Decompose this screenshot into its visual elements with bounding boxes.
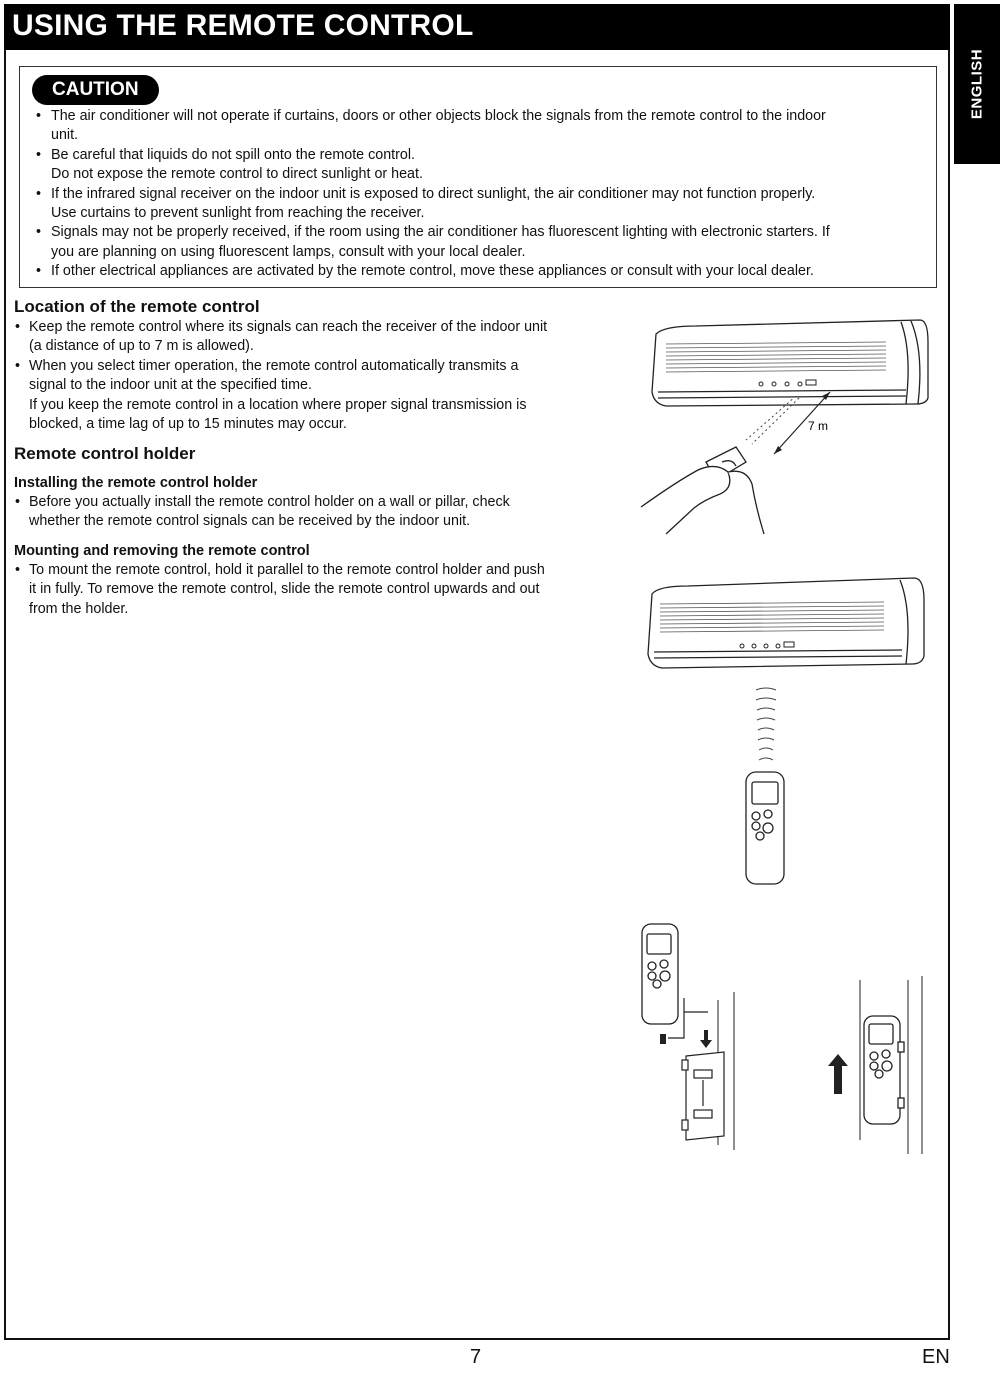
caution-list	[34, 107, 914, 282]
page-title: USING THE REMOTE CONTROL	[12, 9, 474, 42]
location-line: (a distance of up to 7 m is allowed).	[29, 338, 254, 355]
location-line: • When you select timer operation, the remote control automatically transmits a	[29, 357, 519, 374]
mount-heading: Mounting and removing the remote control	[14, 542, 310, 559]
indoor-unit-distance-illustration	[636, 312, 936, 540]
mount-item	[14, 561, 604, 619]
holder-section	[14, 443, 604, 619]
language-tab-label: ENGLISH	[968, 48, 986, 120]
location-line: • Keep the remote control where its signals can reach the receiver of the indoor unit	[29, 319, 548, 335]
caution-line: • Be careful that liquids do not spill onto the remote control.	[51, 146, 415, 163]
install-item	[14, 493, 604, 532]
location-section	[14, 296, 604, 434]
caution-line: • The air conditioner will not operate if curtains, doors or other objects block the signals from the remote control to the indoor	[51, 108, 826, 124]
caution-box	[19, 66, 937, 288]
caution-line: Use curtains to prevent sunlight from reaching the receiver.	[51, 205, 425, 222]
location-line: blocked, a time lag of up to 15 minutes may occur.	[29, 416, 347, 433]
page-title-bar	[4, 4, 950, 50]
language-code: EN	[922, 1346, 950, 1368]
install-line: whether the remote control signals can be received by the indoor unit.	[29, 513, 471, 530]
caution-item	[34, 185, 914, 224]
install-list	[14, 493, 604, 532]
caution-line: you are planning on using fluorescent lamps, consult with your local dealer.	[51, 243, 526, 260]
caution-item	[34, 146, 914, 185]
caution-line: • If the infrared signal receiver on the indoor unit is exposed to direct sunlight, the air conditioner may not function properly.	[51, 185, 816, 202]
holder-mounting-illustration	[638, 920, 934, 1156]
caution-line: unit.	[51, 127, 79, 144]
mount-line: from the holder.	[29, 600, 129, 617]
caution-line: Do not expose the remote control to direct sunlight or heat.	[51, 166, 423, 183]
caution-badge: CAUTION	[32, 75, 159, 105]
caution-item	[34, 223, 914, 262]
language-tab	[954, 4, 1000, 164]
location-item	[14, 318, 604, 357]
distance-label: 7 m	[808, 419, 829, 433]
holder-heading: Remote control holder	[14, 444, 196, 463]
caution-item	[34, 107, 914, 146]
remote-signal-illustration	[644, 574, 934, 890]
install-heading: Installing the remote control holder	[14, 475, 258, 491]
mount-line: • To mount the remote control, hold it parallel to the remote control holder and push	[29, 561, 545, 578]
location-line: signal to the indoor unit at the specified time.	[29, 377, 312, 394]
caution-line: • Signals may not be properly received, if the room using the air conditioner has fluorescent lighting with electronic starters. If	[51, 224, 830, 241]
caution-line: • If other electrical appliances are activated by the remote control, move these appliances or consult with your local dealer.	[51, 263, 814, 280]
location-list	[14, 318, 604, 434]
install-line: • Before you actually install the remote control holder on a wall or pillar, check	[29, 494, 510, 510]
location-heading: Location of the remote control	[14, 297, 260, 316]
mount-line: it in fully. To remove the remote control, slide the remote control upwards and out	[29, 581, 540, 598]
location-line: If you keep the remote control in a location where proper signal transmission is	[29, 396, 527, 413]
location-item	[14, 357, 604, 435]
mount-list	[14, 561, 604, 619]
page-number: 7	[470, 1346, 482, 1368]
caution-item	[34, 262, 914, 281]
